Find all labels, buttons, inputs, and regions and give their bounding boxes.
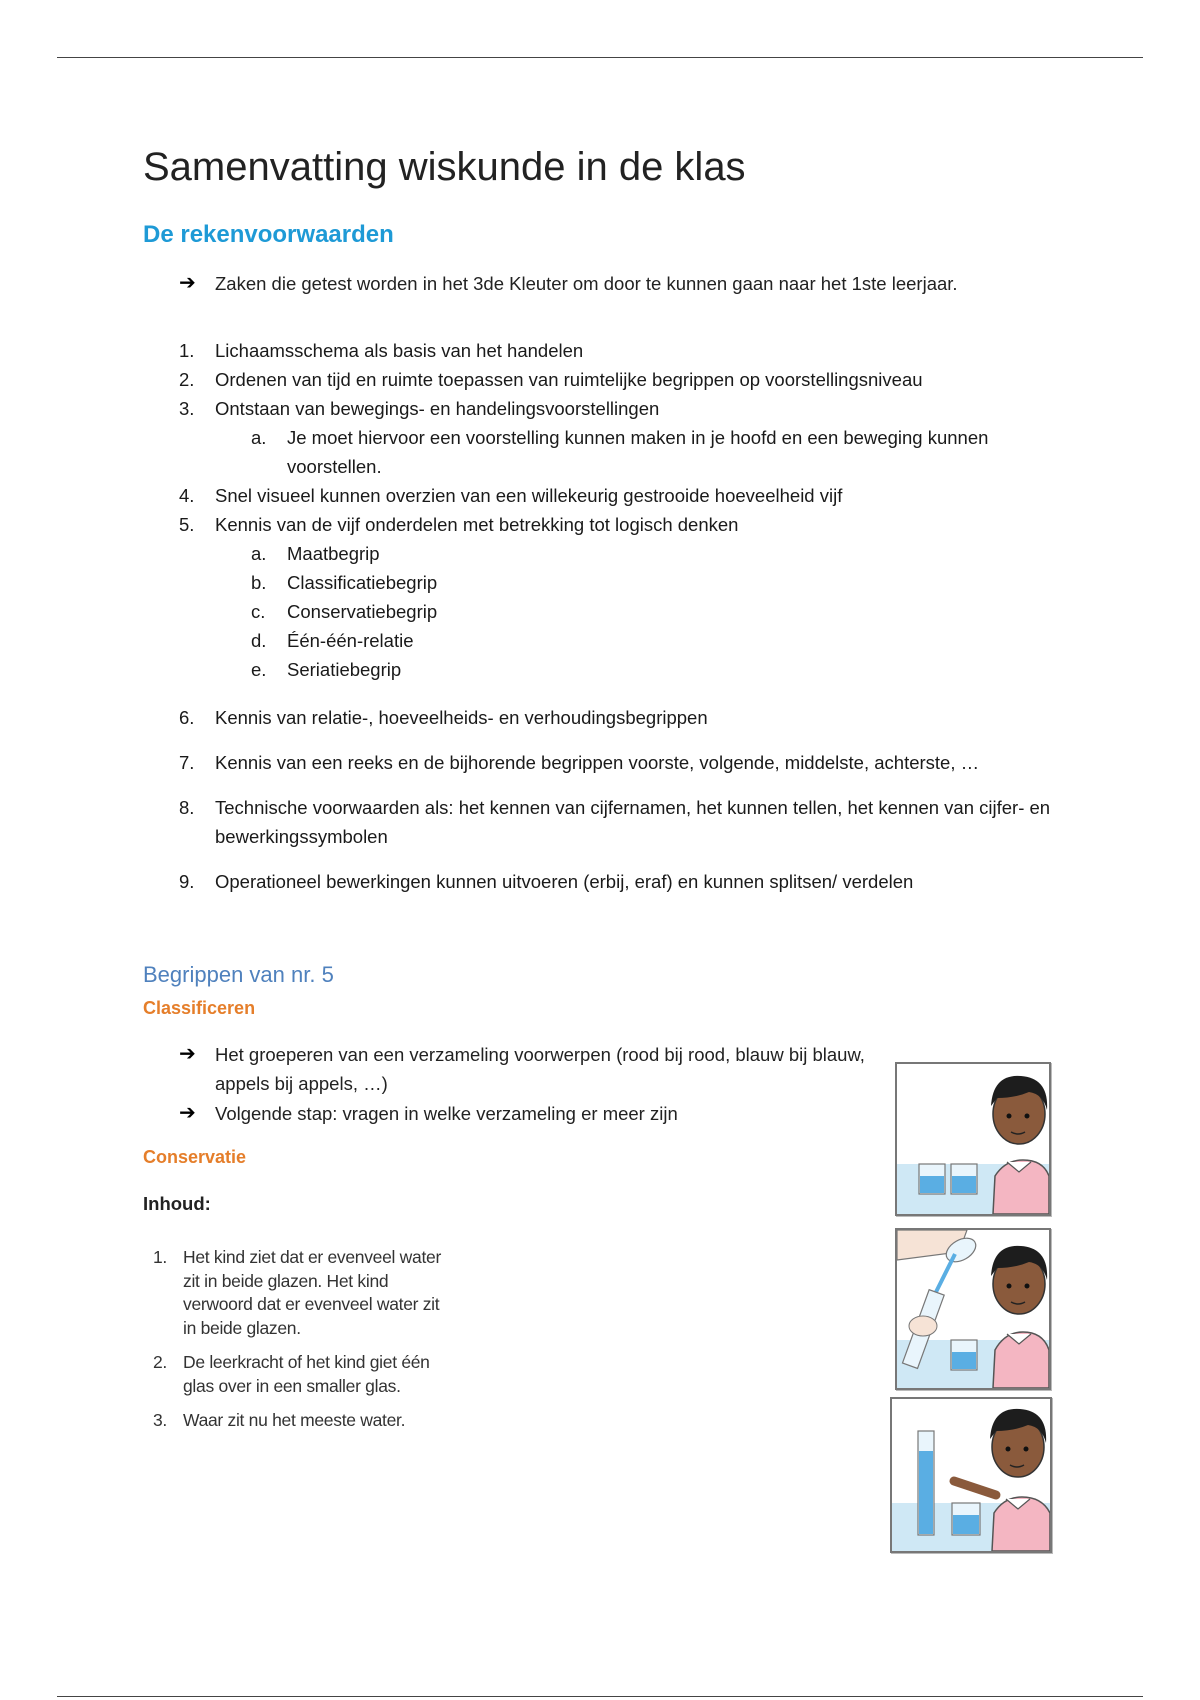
water — [953, 1515, 979, 1534]
bottom-rule — [57, 1696, 1143, 1697]
sub-list-item: a. Je moet hiervoor een voorstelling kunnen maken in je hoofd en een beweging kunnen voorstellen. — [251, 427, 989, 477]
illustration-equal-glasses — [895, 1062, 1051, 1216]
intro-text: Zaken die getest worden in het 3de Kleuter om door te kunnen gaan naar het 1ste leerjaar. — [215, 273, 958, 294]
list-item: 2. De leerkracht of het kind giet één glas over in een smaller glas. — [153, 1352, 430, 1396]
list-item: 8. Technische voorwaarden als: het kennen van cijfernamen, het kunnen tellen, het kennen van cijfer- en bewerkingssymbolen — [179, 797, 1051, 847]
child-eye — [1007, 1284, 1012, 1289]
list-item: 6. Kennis van relatie-, hoeveelheids- en verhoudingsbegrippen — [179, 707, 708, 728]
sub-list — [215, 423, 1079, 481]
top-rule — [57, 57, 1143, 58]
list-item: 1. Het kind ziet dat er evenveel water zit in beide glazen. Het kind verwoord dat er evenveel water zit in beide glazen. — [153, 1247, 441, 1338]
subheading-classificeren: Classificeren — [143, 998, 256, 1018]
section-heading-rekenvoorwaarden: De rekenvoorwaarden — [143, 221, 394, 248]
child-eye — [1024, 1447, 1029, 1452]
sub-list-item: c. Conservatiebegrip — [251, 601, 438, 622]
page-title: Samenvatting wiskunde in de klas — [143, 145, 746, 189]
child-eye — [1025, 1114, 1030, 1119]
right-arrow-icon: ➔ — [179, 272, 196, 294]
child-eye — [1007, 1114, 1012, 1119]
rekenvoorwaarden-list — [179, 336, 1079, 684]
child-eye — [1006, 1447, 1011, 1452]
classificeren-text-1: Het groeperen van een verzameling voorwerpen (rood bij rood, blauw bij blauw, appels bij appels, …) — [215, 1044, 865, 1094]
water — [952, 1352, 976, 1369]
list-item: 7. Kennis van een reeks en de bijhorende begrippen voorste, volgende, middelste, achterste, … — [179, 752, 980, 773]
classificeren-arrow-line — [179, 1099, 895, 1128]
water — [919, 1451, 933, 1534]
sub-list-item: a. Maatbegrip — [251, 543, 380, 564]
classificeren-arrow-line — [179, 1040, 895, 1098]
list-item: 4. Snel visueel kunnen overzien van een willekeurig gestrooide hoeveelheid vijf — [179, 485, 843, 506]
child-eye — [1025, 1284, 1030, 1289]
list-item: 5. Kennis van de vijf onderdelen met betrekking tot logisch denken a. Maatbegrip b. Classificatiebegrip c. Conservatiebegrip d. Één-één-relatie e. Seriatiebegrip — [179, 510, 1079, 684]
inhoud-label: Inhoud: — [143, 1193, 211, 1214]
list-item: 9. Operationeel bewerkingen kunnen uitvoeren (erbij, eraf) en kunnen splitsen/ verdelen — [179, 871, 914, 892]
list-item: 2. Ordenen van tijd en ruimte toepassen van ruimtelijke begrippen op voorstellingsniveau — [179, 369, 923, 390]
list-item: 3. Ontstaan van bewegings- en handelingsvoorstellingen a. Je moet hiervoor een voorstelling kunnen maken in je hoofd en een beweging kunnen voorstellen. — [179, 394, 1079, 481]
subheading-conservatie: Conservatie — [143, 1147, 247, 1167]
list-item: 3. Waar zit nu het meeste water. — [153, 1410, 406, 1430]
right-arrow-icon: ➔ — [179, 1043, 196, 1065]
right-arrow-icon: ➔ — [179, 1102, 196, 1124]
water — [920, 1176, 944, 1193]
rekenvoorwaarden-list-continued — [179, 703, 1079, 896]
sub-list-item: b. Classificatiebegrip — [251, 572, 438, 593]
section-heading-begrippen: Begrippen van nr. 5 — [143, 962, 334, 987]
child-pointing-arm — [954, 1481, 996, 1495]
list-item: 1. Lichaamsschema als basis van het handelen — [179, 340, 584, 361]
illustration-pointing — [890, 1397, 1052, 1553]
illustration-pouring — [895, 1228, 1051, 1390]
sub-list-item: e. Seriatiebegrip — [251, 659, 402, 680]
sub-list — [215, 539, 1079, 684]
sub-list-item: d. Één-één-relatie — [251, 630, 414, 651]
intro-arrow-line — [179, 269, 958, 298]
conservatie-list — [153, 1246, 453, 1444]
classificeren-text-2: Volgende stap: vragen in welke verzameling er meer zijn — [215, 1103, 678, 1124]
water — [952, 1176, 976, 1193]
adult-hand — [909, 1316, 937, 1336]
